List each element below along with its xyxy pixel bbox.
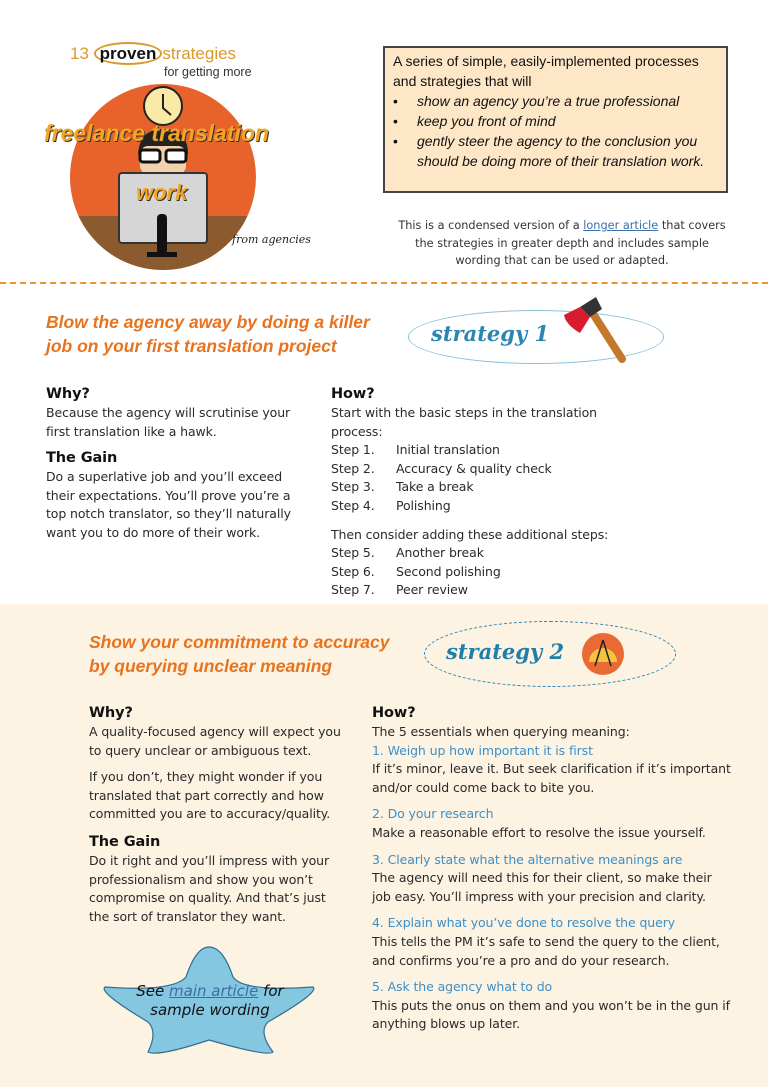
essential-text: This puts the onus on them and you won’t be in the gun if anything blows up later. xyxy=(372,997,730,1032)
step-item: Step 4. Polishing xyxy=(331,497,451,513)
longer-article-link[interactable]: longer article xyxy=(583,219,659,232)
why-heading: Why? xyxy=(46,386,90,402)
gain-text: Do a superlative job and you’ll exceed their expectations. You’ll prove you’re a top notch translator, so they’ll naturally want you to do more of their work. xyxy=(46,469,291,540)
essential-text: The agency will need this for their client, so make their job easy. You’ll impress with your precision and clarity. xyxy=(372,870,712,904)
how-heading: How? xyxy=(372,705,416,721)
gain-heading: The Gain xyxy=(89,833,161,850)
logo-strategies: strategies xyxy=(162,44,237,63)
axe-icon xyxy=(560,295,630,365)
gain-text: Do it right and you’ll impress with your professionalism and show you won’t compromise on quality. And that’s just the sort of translator they want. xyxy=(89,852,330,924)
essential-heading: 4. Explain what you’ve done to resolve the query xyxy=(372,915,676,931)
step-item: Step 5. Another break xyxy=(331,545,484,561)
essential-heading: 2. Do your research xyxy=(372,806,494,822)
star-callout: See main article for sample wording xyxy=(136,982,284,1019)
translator-illustration xyxy=(70,84,256,270)
intro-bullet: • gently steer the agency to the conclusion you should be doing more of their translation work. xyxy=(393,133,705,169)
section-divider xyxy=(0,282,768,284)
strategy1-badge-label: strategy 1 xyxy=(431,321,550,346)
essential-heading: 5. Ask the agency what to do xyxy=(372,979,553,995)
how-intro: Start with the basic steps in the translation process: xyxy=(331,405,598,439)
condensed-note: This is a condensed version of a longer article that covers the strategies in greater depth and includes sample wording that can be used or adapted. xyxy=(398,219,726,267)
step-item: Step 2. Accuracy & quality check xyxy=(331,460,552,476)
logo-subtitle: for getting more xyxy=(164,65,252,79)
strategy1-title: Blow the agency away by doing a killer job on your first translation project xyxy=(46,312,370,356)
step-item: Step 6. Second polishing xyxy=(331,563,501,579)
logo xyxy=(40,40,320,275)
logo-from-agencies: from agencies xyxy=(232,233,311,246)
essential-text: If it’s minor, leave it. But seek clarification if it’s important and/or could come back to bite you. xyxy=(372,761,731,795)
essential-heading: 3. Clearly state what the alternative meanings are xyxy=(372,851,683,867)
step-item: Step 7. Peer review xyxy=(331,582,468,598)
essential-text: Make a reasonable effort to resolve the issue yourself. xyxy=(372,824,706,840)
intro-bullet: • keep you front of mind xyxy=(393,113,556,129)
logo-number: 13 xyxy=(70,44,89,63)
gain-heading: The Gain xyxy=(46,450,118,467)
why-text: If you don’t, they might wonder if you translated that part correctly and how committed you are to accuracy/quality. xyxy=(89,769,331,822)
main-article-link[interactable]: main article xyxy=(169,982,259,1000)
strategy1-left xyxy=(46,384,301,543)
strategy2-right xyxy=(372,703,732,1042)
intro-box xyxy=(383,46,728,193)
logo-work: work xyxy=(136,180,188,205)
strategy2-left xyxy=(89,703,344,926)
how-intro: The 5 essentials when querying meaning: xyxy=(372,724,630,739)
intro-bullet: • show an agency you’re a true professional xyxy=(393,93,680,109)
essential-text: This tells the PM it’s safe to send the query to the client, and confirms you’re a pro and do your research. xyxy=(372,933,720,968)
compass-icon xyxy=(581,632,625,676)
why-heading: Why? xyxy=(89,705,133,721)
logo-proven: proven xyxy=(94,42,163,65)
step-item: Step 3. Take a break xyxy=(331,479,474,495)
why-text: Because the agency will scrutinise your first translation like a hawk. xyxy=(46,405,291,439)
why-text: A quality-focused agency will expect you to query unclear or ambiguous text. xyxy=(89,724,341,758)
strategy2-title: Show your commitment to accuracy by querying unclear meaning xyxy=(89,632,390,676)
essential-heading: 1. Weigh up how important it is first xyxy=(372,742,593,758)
logo-headline: freelance translation xyxy=(44,120,269,146)
strategy2-badge-label: strategy 2 xyxy=(446,639,565,664)
strategy1-right xyxy=(331,384,651,600)
how-heading: How? xyxy=(331,386,375,402)
strategy2-badge xyxy=(424,621,676,687)
then-text: Then consider adding these additional steps: xyxy=(331,526,609,542)
step-item: Step 1. Initial translation xyxy=(331,442,500,458)
intro-lead: A series of simple, easily-implemented processes and strategies that will xyxy=(393,53,699,89)
